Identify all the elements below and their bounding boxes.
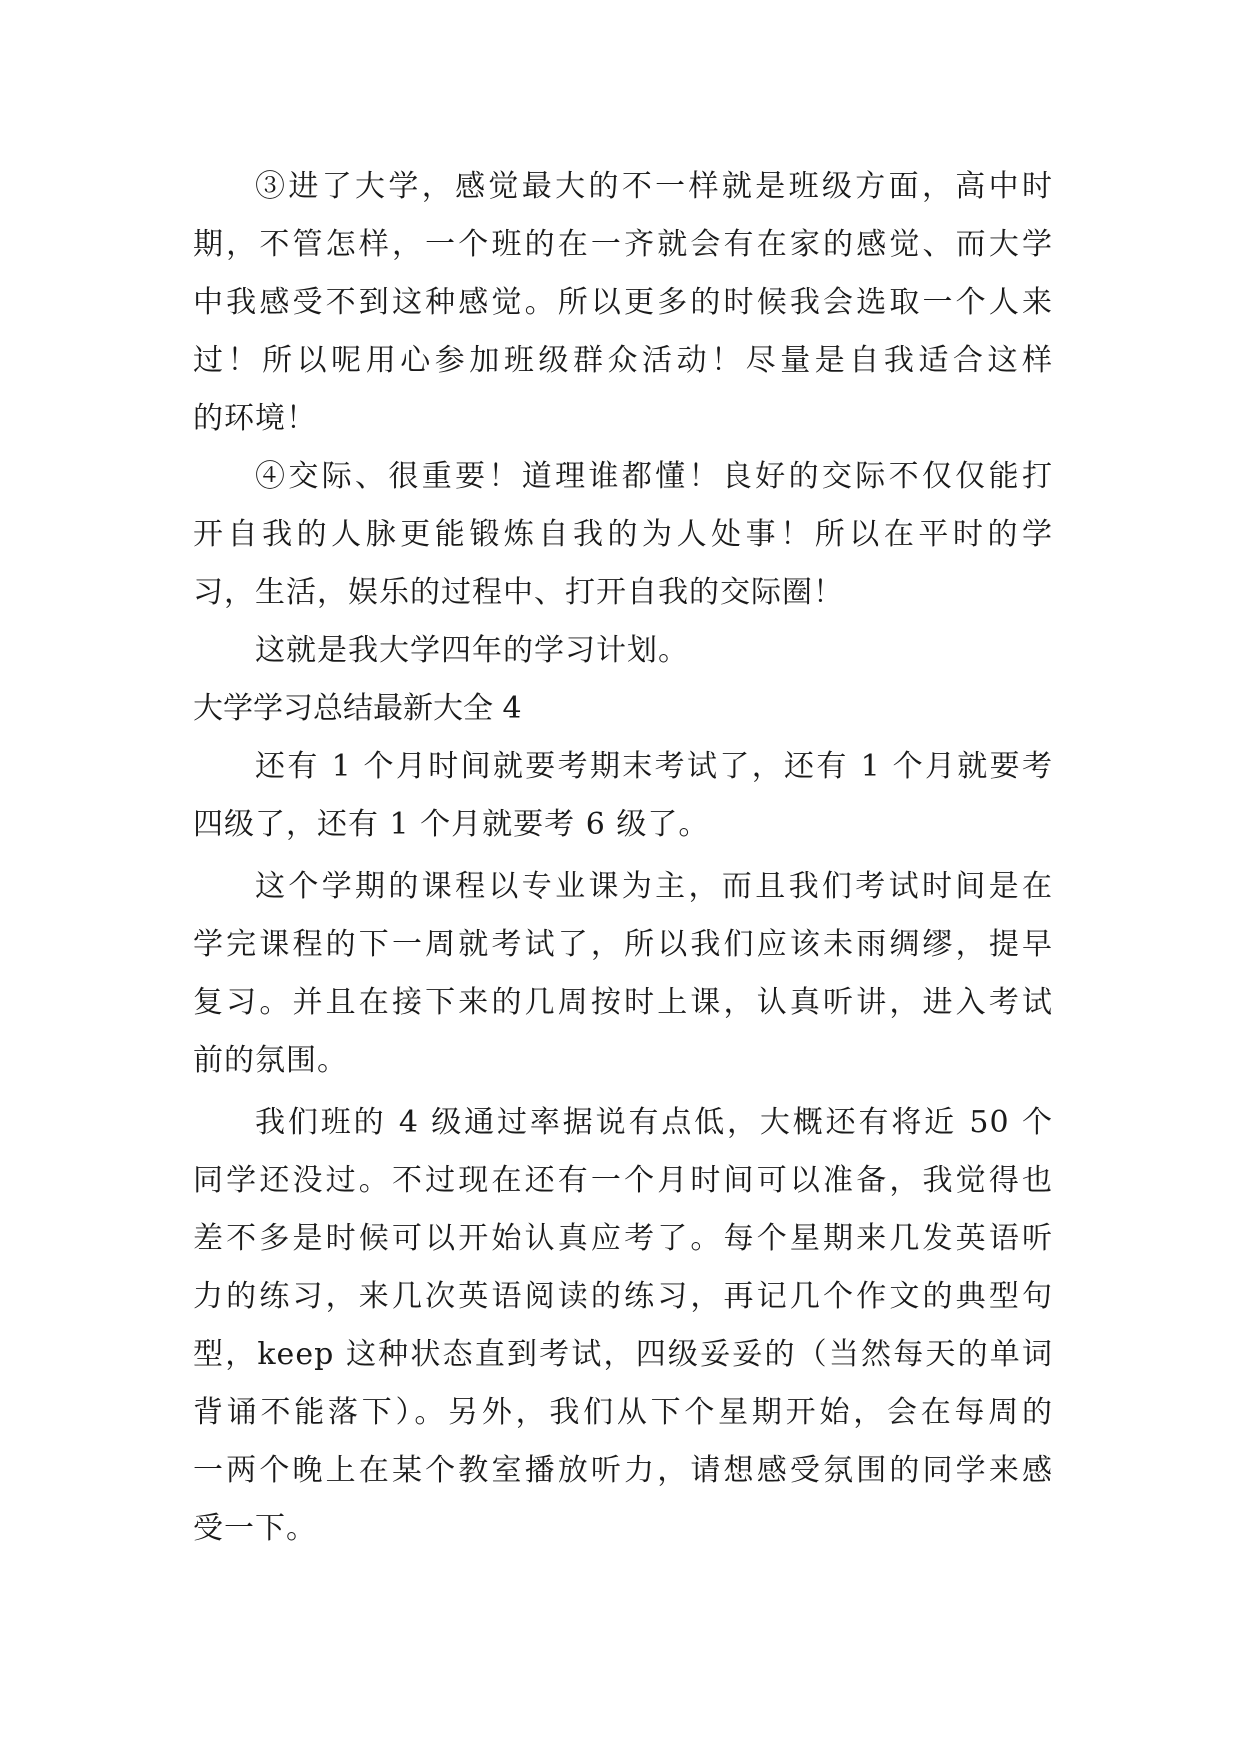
paragraph-closing — [193, 622, 1053, 680]
paragraph-line: 开自我的人脉更能锻炼自我的为人处事！所以在平时的学 — [193, 517, 1053, 552]
paragraph-line: 学完课程的下一周就考试了，所以我们应该未雨绸缪，提早 — [193, 927, 1053, 962]
paragraph-line: 受一下。 — [193, 1511, 317, 1546]
paragraph-line: 型，keep 这种状态直到考试，四级妥妥的（当然每天的单词 — [193, 1337, 1053, 1372]
paragraph-3 — [193, 158, 1053, 448]
section-heading: 大学学习总结最新大全 4 — [193, 691, 522, 726]
paragraph-line: 同学还没过。不过现在还有一个月时间可以准备，我觉得也 — [193, 1163, 1053, 1198]
paragraph-line: 差不多是时候可以开始认真应考了。每个星期来几发英语听 — [193, 1221, 1053, 1256]
paragraph-line: 前的氛围。 — [193, 1043, 348, 1078]
paragraph-line: 习，生活，娱乐的过程中、打开自我的交际圈！ — [193, 575, 844, 610]
paragraph-line: 中我感受不到这种感觉。所以更多的时候我会选取一个人来 — [193, 285, 1053, 320]
paragraph-line: 复习。并且在接下来的几周按时上课，认真听讲，进入考试 — [193, 985, 1053, 1020]
paragraph-line: ④交际、很重要！道理谁都懂！良好的交际不仅仅能打 — [255, 459, 1053, 494]
paragraph-line: 一两个晚上在某个教室播放听力，请想感受氛围的同学来感 — [193, 1453, 1053, 1488]
paragraph-4 — [193, 448, 1053, 622]
paragraph-line: 力的练习，来几次英语阅读的练习，再记几个作文的典型句 — [193, 1279, 1053, 1314]
section-paragraph-3 — [193, 1094, 1053, 1558]
paragraph-line: 背诵不能落下）。另外，我们从下个星期开始，会在每周的 — [193, 1395, 1053, 1430]
paragraph-line: 这个学期的课程以专业课为主，而且我们考试时间是在 — [255, 869, 1053, 904]
section-paragraph-2 — [193, 858, 1053, 1090]
paragraph-line: 过！所以呢用心参加班级群众活动！尽量是自我适合这样 — [193, 343, 1053, 378]
paragraph-line: 我们班的 4 级通过率据说有点低，大概还有将近 50 个 — [255, 1105, 1053, 1140]
paragraph-line: ③进了大学，感觉最大的不一样就是班级方面，高中时 — [255, 169, 1053, 204]
paragraph-line: 还有 1 个月时间就要考期末考试了，还有 1 个月就要考 — [255, 749, 1053, 784]
section-paragraph-1 — [193, 738, 1053, 854]
paragraph-line: 四级了，还有 1 个月就要考 6 级了。 — [193, 807, 710, 842]
document-page — [193, 158, 1053, 1558]
paragraph-line: 的环境！ — [193, 401, 317, 436]
paragraph-line: 期，不管怎样，一个班的在一齐就会有在家的感觉、而大学 — [193, 227, 1053, 262]
paragraph-line: 这就是我大学四年的学习计划。 — [255, 633, 689, 668]
